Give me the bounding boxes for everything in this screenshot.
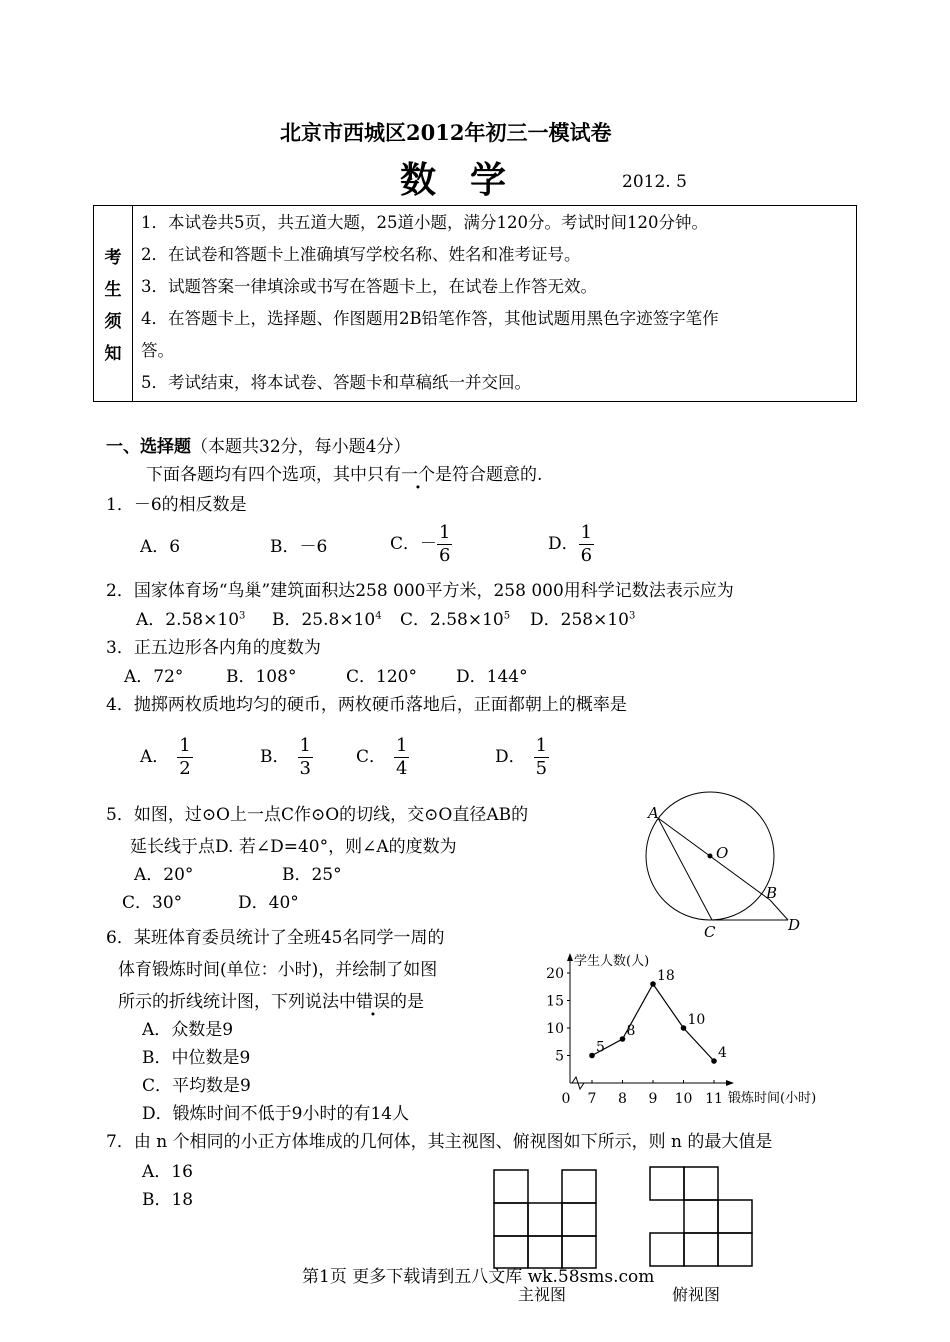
section-heading bbox=[106, 432, 410, 457]
option-text: A．2.58×10 bbox=[136, 610, 240, 630]
notice-item: 3．试题答案一律填涂或书写在答题卡上，在试卷上作答无效。 bbox=[141, 277, 597, 296]
option-text: B．25.8×10 bbox=[272, 610, 376, 630]
q4-option-c bbox=[356, 735, 409, 780]
exam-date: 2012. 5 bbox=[622, 172, 687, 192]
top-view-figure bbox=[648, 1165, 758, 1269]
top-view-label: 俯视图 bbox=[672, 1285, 721, 1304]
data-point bbox=[620, 1036, 626, 1042]
option-label: A． bbox=[140, 747, 170, 767]
fraction-numerator: 1 bbox=[396, 735, 408, 756]
y-tick-label: 15 bbox=[546, 993, 564, 1010]
x-tick-label: 0 bbox=[561, 1091, 571, 1107]
stem-text: 所示的折线统计图，下列说法中 bbox=[118, 992, 356, 1012]
q1-option-c bbox=[390, 522, 452, 567]
instr-text: 下面各题均有四个选项，其中只有 bbox=[146, 465, 401, 485]
data-label: 8 bbox=[626, 1023, 636, 1039]
instr-text: 是符合题意的. bbox=[435, 465, 543, 485]
notice-label-char: 知 bbox=[104, 344, 122, 364]
option-label: C．－ bbox=[390, 534, 438, 554]
x-tick-label: 10 bbox=[674, 1091, 693, 1107]
emphasis-text: 错误 bbox=[356, 992, 390, 1012]
q3-stem: 3．正五边形各内角的度数为 bbox=[106, 638, 321, 658]
q5-option-a: A．20° bbox=[134, 865, 194, 885]
q3-option-d: D．144° bbox=[456, 667, 528, 687]
fraction-denominator: 5 bbox=[535, 758, 548, 779]
q5-option-b: B．25° bbox=[282, 865, 342, 885]
y-axis-arrow bbox=[567, 953, 573, 961]
notice-item: 答。 bbox=[141, 341, 174, 360]
q4-option-b bbox=[260, 735, 313, 780]
exponent: 4 bbox=[375, 610, 382, 622]
point-label-o: O bbox=[716, 844, 729, 862]
q2-option-c bbox=[400, 605, 510, 630]
fraction-numerator: 1 bbox=[580, 522, 593, 543]
data-label: 4 bbox=[718, 1045, 727, 1061]
x-tick-label: 8 bbox=[618, 1091, 627, 1107]
section-note: （本题共32分，每小题4分） bbox=[191, 437, 411, 457]
notice-label-char: 须 bbox=[104, 312, 122, 332]
data-label: 18 bbox=[657, 968, 675, 984]
fraction-denominator: 4 bbox=[396, 758, 408, 779]
notice-label-char: 生 bbox=[104, 280, 122, 300]
chord-ac bbox=[658, 818, 712, 920]
page-footer: 第1页 更多下载请到五八文库 wk.58sms.com bbox=[302, 1267, 655, 1287]
fraction-numerator: 1 bbox=[535, 735, 548, 756]
fraction-numerator: 1 bbox=[299, 735, 311, 756]
q6-stem-line3 bbox=[118, 987, 424, 1012]
option-text: D．258×10 bbox=[530, 610, 629, 630]
option-text: C．2.58×10 bbox=[400, 610, 504, 630]
point-label-c: C bbox=[704, 923, 716, 940]
y-tick-label: 10 bbox=[546, 1021, 564, 1037]
q6-stem-line2: 体育锻炼时间(单位：小时)，并绘制了如图 bbox=[118, 960, 438, 980]
q7-option-a: A．16 bbox=[142, 1162, 193, 1182]
q7-option-b: B．18 bbox=[142, 1190, 194, 1210]
data-label: 5 bbox=[596, 1039, 605, 1056]
extension-line bbox=[770, 900, 788, 920]
q2-option-b bbox=[272, 605, 382, 630]
notice-item: 1．本试卷共5页，共五道大题，25道小题，满分120分。考试时间120分钟。 bbox=[141, 213, 708, 232]
x-tick-label: 9 bbox=[648, 1091, 658, 1107]
notice-label-char: 考 bbox=[104, 248, 122, 268]
fraction-denominator: 2 bbox=[179, 758, 191, 779]
fraction-numerator: 1 bbox=[439, 522, 451, 543]
y-tick-label: 20 bbox=[546, 966, 564, 982]
point-label-a: A bbox=[648, 804, 659, 822]
notice-item: 5．考试结束，将本试卷、答题卡和草稿纸一并交回。 bbox=[141, 373, 531, 392]
data-point bbox=[650, 981, 656, 987]
section-instruction bbox=[146, 460, 542, 485]
subject-title: 数学 bbox=[400, 160, 541, 201]
front-view-figure bbox=[492, 1168, 602, 1270]
y-axis-label: 学生人数(人) bbox=[574, 954, 650, 969]
q6-line-chart bbox=[540, 945, 830, 1110]
point-label-b: B bbox=[766, 884, 778, 902]
x-tick-label: 7 bbox=[587, 1091, 597, 1107]
data-point bbox=[589, 1053, 595, 1059]
option-label: D． bbox=[495, 747, 526, 767]
exam-title: 北京市西城区2012年初三一模试卷 bbox=[280, 120, 612, 145]
exponent: 3 bbox=[239, 610, 246, 622]
q1-stem: 1．－6的相反数是 bbox=[106, 495, 247, 515]
q3-option-c: C．120° bbox=[346, 667, 417, 687]
x-axis-label: 锻炼时间(小时) bbox=[728, 1091, 817, 1106]
q5-stem-line2: 延长线于点D. 若∠D=40°，则∠A的度数为 bbox=[130, 837, 457, 857]
diameter-line bbox=[658, 818, 770, 900]
q4-option-d bbox=[495, 735, 549, 780]
q1-option-d bbox=[548, 522, 594, 567]
x-axis-arrow bbox=[726, 1080, 734, 1086]
fraction-denominator: 6 bbox=[580, 545, 593, 566]
section-title: 一、选择题 bbox=[106, 437, 191, 457]
q1-option-a: A．6 bbox=[140, 537, 181, 557]
q2-stem: 2．国家体育场“鸟巢”建筑面积达258 000平方米，258 000用科学记数法表示应为 bbox=[106, 581, 734, 601]
x-tick-label: 11 bbox=[705, 1091, 723, 1107]
q6-option-a: A．众数是9 bbox=[142, 1020, 234, 1040]
q4-option-a bbox=[140, 735, 193, 780]
q5-option-d: D．40° bbox=[238, 893, 299, 913]
q2-option-a bbox=[136, 605, 245, 630]
data-point bbox=[711, 1058, 717, 1064]
q6-stem-line1: 6．某班体育委员统计了全班45名同学一周的 bbox=[106, 928, 445, 948]
exponent: 5 bbox=[503, 610, 511, 622]
q4-stem: 4．抛掷两枚质地均匀的硬币，两枚硬币落地后，正面都朝上的概率是 bbox=[106, 695, 627, 715]
q5-option-c: C．30° bbox=[122, 893, 183, 913]
q5-stem-line1: 5．如图，过⊙O上一点C作⊙O的切线，交⊙O直径AB的 bbox=[106, 805, 529, 825]
fraction-denominator: 6 bbox=[439, 545, 451, 566]
q7-stem: 7．由 n 个相同的小正方体堆成的几何体，其主视图、俯视图如下所示，则 n 的最大值是 bbox=[106, 1132, 773, 1152]
data-point bbox=[681, 1025, 687, 1031]
notice-item: 2．在试卷和答题卡上准确填写学校名称、姓名和准考证号。 bbox=[141, 245, 581, 264]
y-tick-label: 5 bbox=[555, 1048, 564, 1065]
notice-items bbox=[133, 206, 857, 402]
front-view-label: 主视图 bbox=[518, 1285, 567, 1304]
q6-option-d: D．锻炼时间不低于9小时的有14人 bbox=[142, 1104, 410, 1124]
center-point bbox=[708, 854, 713, 859]
q1-option-b: B．－6 bbox=[270, 537, 328, 557]
option-label: D． bbox=[548, 534, 579, 554]
q2-option-d bbox=[530, 605, 635, 630]
point-label-d: D bbox=[788, 916, 801, 934]
notice-box bbox=[93, 205, 857, 402]
q3-option-b: B．108° bbox=[226, 667, 297, 687]
q6-option-c: C．平均数是9 bbox=[142, 1076, 251, 1096]
fraction-numerator: 1 bbox=[179, 735, 191, 756]
q3-option-a: A．72° bbox=[124, 667, 184, 687]
exponent: 3 bbox=[628, 610, 636, 622]
emphasis-text: 一个 bbox=[401, 465, 435, 485]
option-label: B． bbox=[260, 747, 290, 767]
q5-circle-figure bbox=[640, 790, 820, 940]
fraction-denominator: 3 bbox=[299, 758, 311, 779]
data-label: 10 bbox=[687, 1012, 706, 1028]
option-label: C． bbox=[356, 747, 387, 767]
notice-item: 4．在答题卡上，选择题、作图题用2B铅笔作答，其他试题用黑色字迹签字笔作 bbox=[141, 309, 719, 328]
stem-text: 的是 bbox=[390, 992, 424, 1012]
q6-option-b: B．中位数是9 bbox=[142, 1048, 251, 1068]
notice-label bbox=[94, 206, 133, 402]
